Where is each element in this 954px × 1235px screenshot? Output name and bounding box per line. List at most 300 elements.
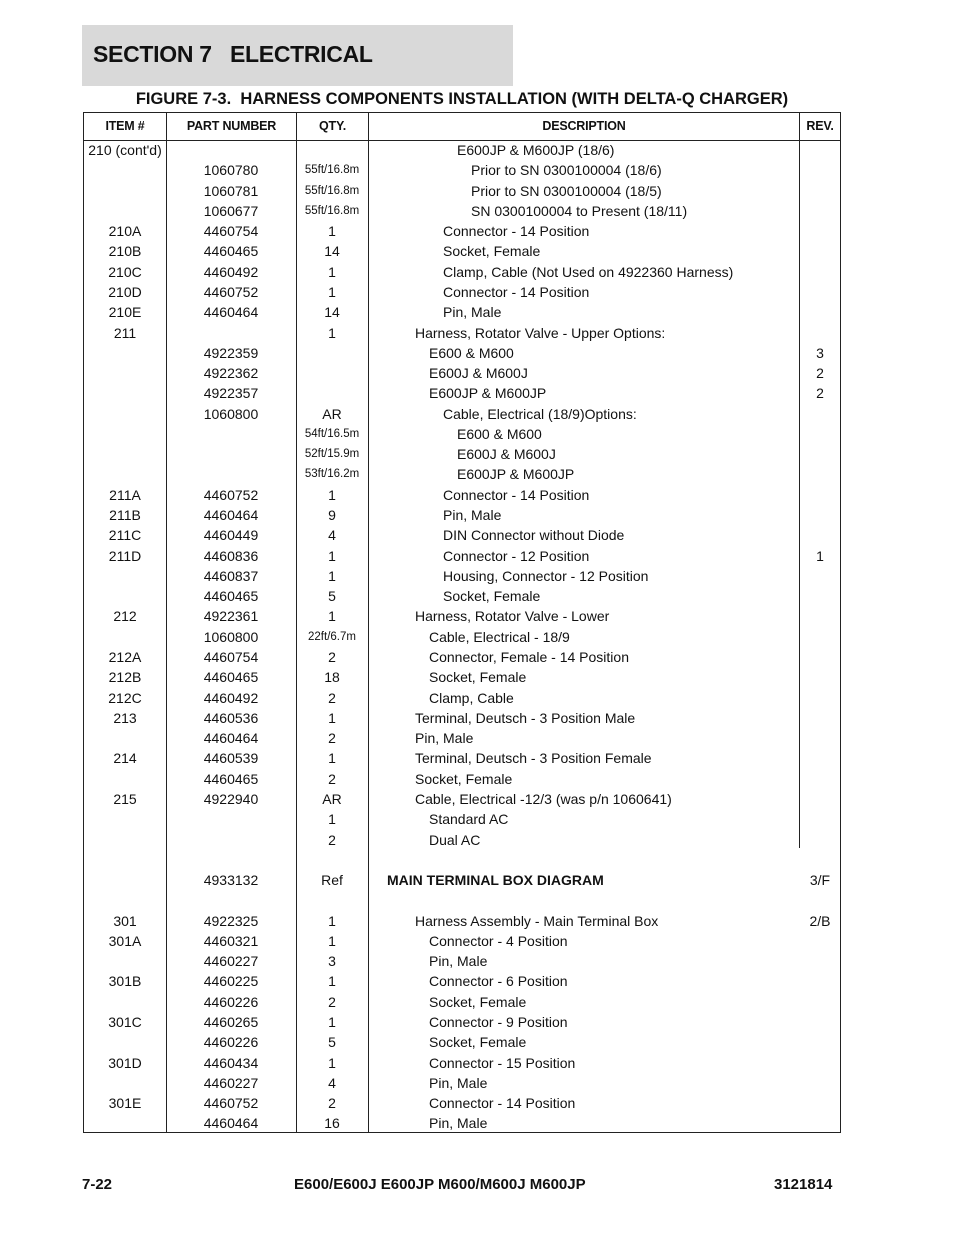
- part-number-cell: [166, 850, 296, 870]
- qty-cell: 1: [328, 750, 336, 767]
- qty-cell: 2: [328, 831, 336, 848]
- part-number-cell: 4460492: [203, 263, 259, 280]
- table-row: [84, 992, 840, 1012]
- rev-cell: [800, 201, 840, 221]
- part-number-cell: 4460754: [203, 649, 259, 665]
- rev-cell: 1: [816, 547, 824, 564]
- table-row: [84, 485, 840, 505]
- table-row: [84, 262, 840, 282]
- qty-cell: 14: [324, 304, 340, 321]
- item-cell: 210 (cont'd): [88, 142, 162, 158]
- qty-cell: 2: [328, 993, 336, 1010]
- item-cell: 211A: [109, 486, 141, 503]
- column-header-item: ITEM #: [105, 119, 145, 133]
- part-number-cell: 4460321: [203, 932, 259, 949]
- part-number-cell: [166, 809, 296, 829]
- rev-cell: [800, 748, 840, 768]
- table-row: [84, 323, 840, 343]
- qty-cell: 3: [328, 953, 336, 970]
- description-cell: Housing, Connector - 12 Position: [443, 567, 649, 584]
- part-number-cell: 4460465: [203, 770, 259, 787]
- part-number-cell: 4460226: [203, 993, 259, 1010]
- qty-cell: AR: [322, 790, 342, 807]
- description-cell: Cable, Electrical - 18/9: [429, 628, 570, 645]
- description-cell: E600JP & M600JP: [457, 466, 575, 483]
- qty-cell: 1: [328, 912, 336, 929]
- description-cell: [368, 890, 800, 910]
- item-cell: [84, 424, 166, 444]
- description-cell: Connector - 12 Position: [443, 547, 590, 564]
- qty-cell: [296, 140, 368, 160]
- table-row: [84, 951, 840, 971]
- table-row: [84, 850, 840, 870]
- part-number-cell: 4460465: [203, 243, 259, 260]
- rev-cell: [800, 1032, 840, 1052]
- item-cell: [84, 769, 166, 789]
- rev-cell: [800, 525, 840, 545]
- qty-cell: [296, 363, 368, 383]
- item-cell: [84, 850, 166, 870]
- rev-cell: [800, 140, 840, 160]
- qty-cell: 1: [328, 1054, 336, 1071]
- item-cell: [84, 1113, 166, 1133]
- table-row: [84, 647, 840, 667]
- description-cell: SN 0300100004 to Present (18/11): [471, 202, 688, 219]
- table-row: [84, 606, 840, 626]
- table-row: [84, 1012, 840, 1032]
- item-cell: [84, 383, 166, 403]
- qty-cell: 2: [328, 689, 336, 706]
- rev-cell: [800, 464, 840, 484]
- description-cell: Connector - 14 Position: [443, 486, 590, 503]
- part-number-cell: 4460752: [203, 486, 259, 503]
- item-cell: 212C: [108, 689, 142, 706]
- table-row: [84, 383, 840, 403]
- description-cell: E600JP & M600JP (18/6): [457, 142, 615, 158]
- rev-cell: [800, 1053, 840, 1073]
- rev-cell: [800, 444, 840, 464]
- rev-cell: 2/B: [809, 912, 831, 929]
- description-cell: Pin, Male: [443, 304, 502, 321]
- table-row: [84, 1073, 840, 1093]
- table-row: [84, 667, 840, 687]
- rev-cell: [800, 323, 840, 343]
- description-cell: Connector - 6 Position: [429, 973, 568, 990]
- rev-cell: [800, 505, 840, 525]
- part-number-cell: 4460492: [203, 689, 259, 706]
- table-row: [84, 688, 840, 708]
- table-row: [84, 789, 840, 809]
- table-row: [84, 525, 840, 545]
- description-cell: Pin, Male: [415, 730, 474, 747]
- qty-cell: 22ft/6.7m: [308, 630, 356, 643]
- rev-cell: [800, 302, 840, 322]
- description-cell: Harness Assembly - Main Terminal Box: [415, 912, 659, 929]
- item-cell: [84, 404, 166, 424]
- part-number-cell: [166, 890, 296, 910]
- table-row: [84, 1032, 840, 1052]
- rev-cell: [800, 667, 840, 687]
- qty-cell: Ref: [321, 872, 343, 889]
- part-number-cell: 4922361: [203, 608, 259, 625]
- qty-cell: 55ft/16.8m: [304, 204, 360, 217]
- table-row: [84, 160, 840, 180]
- description-cell: DIN Connector without Diode: [443, 527, 625, 544]
- rev-cell: [800, 992, 840, 1012]
- part-number-cell: 1060781: [203, 182, 259, 199]
- item-cell: 301B: [108, 973, 142, 990]
- part-number-cell: 4460465: [203, 588, 259, 605]
- rev-cell: 3: [816, 344, 824, 361]
- description-cell: Socket, Female: [429, 669, 527, 686]
- part-number-cell: 4460752: [203, 1095, 259, 1112]
- qty-cell: 1: [328, 283, 336, 300]
- item-cell: 214: [113, 750, 137, 767]
- table-row: [84, 931, 840, 951]
- item-cell: [84, 343, 166, 363]
- rev-cell: [800, 404, 840, 424]
- part-number-cell: 4460265: [203, 1014, 259, 1031]
- rev-cell: [800, 809, 840, 829]
- item-cell: [84, 464, 166, 484]
- table-row: [84, 201, 840, 221]
- qty-cell: 52ft/15.9m: [304, 448, 360, 461]
- part-number-cell: 4460836: [203, 547, 259, 564]
- rev-cell: [800, 890, 840, 910]
- table-row: [84, 1113, 840, 1133]
- part-number-cell: [166, 830, 296, 850]
- description-cell: Socket, Female: [443, 588, 541, 605]
- description-cell: Connector - 14 Position: [443, 223, 590, 240]
- table-row: [84, 1093, 840, 1113]
- part-number-cell: 1060800: [203, 405, 259, 422]
- part-number-cell: 4460464: [203, 730, 259, 747]
- item-cell: 215: [113, 790, 137, 807]
- table-row: [84, 809, 840, 829]
- rev-cell: [800, 221, 840, 241]
- part-number-cell: 4460464: [203, 507, 259, 524]
- part-number-cell: 4460226: [203, 1034, 259, 1051]
- item-cell: 211: [113, 324, 137, 341]
- rev-cell: [800, 181, 840, 201]
- part-number-cell: 4460465: [203, 669, 259, 686]
- column-header-rev: REV.: [806, 119, 834, 133]
- part-number-cell: 4922940: [203, 790, 259, 807]
- item-cell: 301E: [108, 1095, 142, 1112]
- section-title: SECTION 7 ELECTRICAL: [93, 41, 373, 67]
- qty-cell: 1: [328, 1014, 336, 1031]
- item-cell: [84, 160, 166, 180]
- qty-cell: 55ft/16.8m: [304, 184, 360, 197]
- qty-cell: 2: [328, 730, 336, 747]
- part-number-cell: 4460225: [203, 973, 259, 990]
- description-cell: E600J & M600J: [457, 446, 556, 463]
- part-number-cell: [166, 323, 296, 343]
- description-cell: Connector - 14 Position: [443, 283, 590, 300]
- rev-cell: [800, 586, 840, 606]
- part-number-cell: 4460754: [203, 223, 259, 240]
- description-cell: Cable, Electrical (18/9)Options:: [443, 405, 637, 422]
- rev-cell: [800, 789, 840, 809]
- rev-cell: [800, 566, 840, 586]
- table-row: [84, 728, 840, 748]
- item-cell: [84, 1073, 166, 1093]
- table-row: [84, 221, 840, 241]
- rev-cell: [800, 627, 840, 647]
- part-number-cell: 4933132: [203, 872, 259, 889]
- page-number: 7-22: [82, 1176, 113, 1193]
- qty-cell: 5: [328, 1034, 336, 1051]
- item-cell: 210E: [108, 304, 142, 321]
- table-row: [84, 890, 840, 910]
- description-cell: Connector - 9 Position: [429, 1014, 568, 1031]
- item-cell: [84, 890, 166, 910]
- qty-cell: 1: [328, 567, 336, 584]
- qty-cell: 1: [328, 324, 336, 341]
- qty-cell: 4: [328, 1074, 336, 1091]
- table-row: [84, 444, 840, 464]
- qty-cell: 1: [328, 263, 336, 280]
- part-number-cell: 1060800: [203, 628, 259, 645]
- item-cell: 211D: [108, 547, 142, 564]
- part-number-cell: 4460539: [203, 750, 259, 767]
- table-row: [84, 404, 840, 424]
- description-cell: Cable, Electrical -12/3 (was p/n 1060641): [415, 790, 672, 807]
- rev-cell: 2: [816, 365, 824, 382]
- description-cell: Pin, Male: [429, 1074, 488, 1091]
- table-row: [84, 505, 840, 525]
- rev-cell: [800, 830, 840, 850]
- description-cell: Connector - 14 Position: [429, 1095, 576, 1112]
- table-row: [84, 708, 840, 728]
- qty-cell: 1: [328, 486, 336, 503]
- rev-cell: [800, 1093, 840, 1113]
- description-cell: Pin, Male: [443, 507, 502, 524]
- description-cell: Terminal, Deutsch - 3 Position Female: [415, 750, 652, 767]
- table-row: [84, 282, 840, 302]
- part-number-cell: 4460536: [203, 709, 259, 726]
- table-row: [84, 546, 840, 566]
- table-row: [84, 769, 840, 789]
- rev-cell: [800, 282, 840, 302]
- table-row: [84, 586, 840, 606]
- item-cell: 210D: [108, 283, 142, 300]
- description-cell: E600 & M600: [429, 344, 514, 361]
- table-row: [84, 181, 840, 201]
- item-cell: 212B: [108, 669, 142, 686]
- item-cell: [84, 586, 166, 606]
- description-cell: Socket, Female: [429, 1034, 527, 1051]
- description-cell: [368, 850, 800, 870]
- rev-cell: [800, 262, 840, 282]
- rev-cell: [800, 850, 840, 870]
- table-row: [84, 911, 840, 931]
- column-header-part-number: PART NUMBER: [186, 119, 277, 133]
- part-number-cell: 4460464: [203, 1115, 259, 1132]
- rev-cell: [800, 241, 840, 261]
- description-cell: Harness, Rotator Valve - Upper Options:: [415, 324, 666, 341]
- model-list: E600/E600J E600JP M600/M600J M600JP: [294, 1176, 586, 1193]
- description-cell: MAIN TERMINAL BOX DIAGRAM: [387, 872, 604, 889]
- item-cell: [84, 870, 166, 890]
- table-row: [84, 343, 840, 363]
- table-row: [84, 464, 840, 484]
- qty-cell: 1: [328, 709, 336, 726]
- description-cell: Pin, Male: [429, 953, 488, 970]
- qty-cell: 14: [324, 243, 340, 260]
- qty-cell: 1: [328, 608, 336, 625]
- item-cell: [84, 566, 166, 586]
- section-banner: [82, 25, 513, 86]
- item-cell: 210C: [108, 263, 142, 280]
- item-cell: [84, 181, 166, 201]
- rev-cell: [800, 688, 840, 708]
- item-cell: [84, 951, 166, 971]
- part-number-cell: 4460752: [203, 283, 259, 300]
- rev-cell: [800, 647, 840, 667]
- part-number-cell: 4460434: [203, 1054, 259, 1071]
- table-row: [84, 870, 840, 890]
- rev-cell: [800, 708, 840, 728]
- item-cell: 301A: [108, 932, 142, 949]
- description-cell: Clamp, Cable (Not Used on 4922360 Harness): [443, 263, 734, 280]
- item-cell: 211C: [108, 527, 142, 544]
- description-cell: Socket, Female: [443, 243, 541, 260]
- column-header-description: DESCRIPTION: [542, 119, 626, 133]
- part-number-cell: [166, 444, 296, 464]
- part-number-cell: 4922357: [203, 385, 259, 402]
- item-cell: 212A: [108, 649, 142, 665]
- document-number: 3121814: [774, 1176, 833, 1193]
- item-cell: 301C: [108, 1014, 142, 1031]
- figure-title: FIGURE 7-3. HARNESS COMPONENTS INSTALLATION (WITH DELTA-Q CHARGER): [135, 90, 789, 108]
- item-cell: [84, 1032, 166, 1052]
- part-number-cell: [166, 464, 296, 484]
- rev-cell: [800, 769, 840, 789]
- rev-cell: [800, 1113, 840, 1133]
- part-number-cell: 4460449: [203, 527, 259, 544]
- item-cell: [84, 627, 166, 647]
- part-number-cell: 4922359: [203, 344, 259, 361]
- table-row: [84, 302, 840, 322]
- qty-cell: 4: [328, 527, 336, 544]
- part-number-cell: 4460837: [203, 567, 259, 584]
- table-row: [84, 241, 840, 261]
- item-cell: [84, 992, 166, 1012]
- qty-cell: 2: [328, 770, 336, 787]
- description-cell: Harness, Rotator Valve - Lower: [415, 608, 610, 625]
- part-number-cell: 4922325: [203, 912, 259, 929]
- item-cell: 211B: [109, 507, 141, 524]
- qty-cell: AR: [322, 405, 342, 422]
- table-row: [84, 627, 840, 647]
- item-cell: [84, 728, 166, 748]
- rev-cell: [800, 931, 840, 951]
- rev-cell: [800, 160, 840, 180]
- item-cell: 301D: [108, 1054, 142, 1071]
- qty-cell: 5: [328, 588, 336, 605]
- qty-cell: [296, 343, 368, 363]
- description-cell: Pin, Male: [429, 1115, 488, 1132]
- rev-cell: [800, 728, 840, 748]
- part-number-cell: 4460227: [203, 1074, 259, 1091]
- item-cell: 210A: [108, 223, 142, 240]
- item-cell: 210B: [108, 243, 142, 260]
- description-cell: Clamp, Cable: [429, 689, 514, 706]
- description-cell: Dual AC: [429, 831, 481, 848]
- rev-cell: [800, 1012, 840, 1032]
- qty-cell: 55ft/16.8m: [304, 164, 360, 177]
- qty-cell: 53ft/16.2m: [304, 468, 360, 481]
- qty-cell: 1: [328, 223, 336, 240]
- part-number-cell: 1060677: [203, 202, 259, 219]
- rev-cell: [800, 606, 840, 626]
- table-row: [84, 363, 840, 383]
- qty-cell: [296, 383, 368, 403]
- qty-cell: 2: [328, 1095, 336, 1112]
- qty-cell: 1: [328, 973, 336, 990]
- rev-cell: [800, 1073, 840, 1093]
- rev-cell: [800, 485, 840, 505]
- description-cell: Socket, Female: [415, 770, 513, 787]
- item-cell: [84, 444, 166, 464]
- description-cell: Prior to SN 0300100004 (18/6): [471, 162, 662, 179]
- qty-cell: 16: [324, 1115, 340, 1132]
- qty-cell: 54ft/16.5m: [304, 427, 360, 440]
- table-row: [84, 566, 840, 586]
- description-cell: E600JP & M600JP: [429, 385, 547, 402]
- rev-cell: [800, 951, 840, 971]
- qty-cell: [296, 850, 368, 870]
- item-cell: 212: [113, 608, 137, 625]
- table-row: [84, 748, 840, 768]
- qty-cell: 18: [324, 669, 340, 686]
- qty-cell: 1: [328, 547, 336, 564]
- table-row: [84, 140, 840, 160]
- item-cell: [84, 830, 166, 850]
- item-cell: 301: [113, 912, 137, 929]
- column-header-qty: QTY.: [319, 119, 346, 133]
- rev-cell: [800, 424, 840, 444]
- item-cell: [84, 201, 166, 221]
- part-number-cell: 4460464: [203, 304, 259, 321]
- table-row: [84, 424, 840, 444]
- item-cell: 213: [113, 709, 137, 726]
- item-cell: [84, 363, 166, 383]
- description-cell: E600J & M600J: [429, 365, 528, 382]
- part-number-cell: 4460227: [203, 953, 259, 970]
- part-number-cell: 4922362: [203, 365, 259, 382]
- description-cell: Connector - 15 Position: [429, 1054, 576, 1071]
- description-cell: Prior to SN 0300100004 (18/5): [471, 182, 662, 199]
- part-number-cell: [166, 424, 296, 444]
- qty-cell: 1: [328, 811, 336, 828]
- description-cell: Socket, Female: [429, 993, 527, 1010]
- qty-cell: [296, 890, 368, 910]
- rev-cell: 2: [816, 385, 824, 402]
- description-cell: Standard AC: [429, 811, 509, 828]
- description-cell: Connector - 4 Position: [429, 932, 568, 949]
- description-cell: Connector, Female - 14 Position: [429, 649, 629, 665]
- parts-table: [83, 112, 841, 1133]
- item-cell: [84, 809, 166, 829]
- description-cell: E600 & M600: [457, 425, 542, 442]
- part-number-cell: 1060780: [203, 162, 259, 179]
- part-number-cell: [166, 140, 296, 160]
- table-row: [84, 1053, 840, 1073]
- table-row: [84, 830, 840, 850]
- description-cell: Terminal, Deutsch - 3 Position Male: [415, 709, 636, 726]
